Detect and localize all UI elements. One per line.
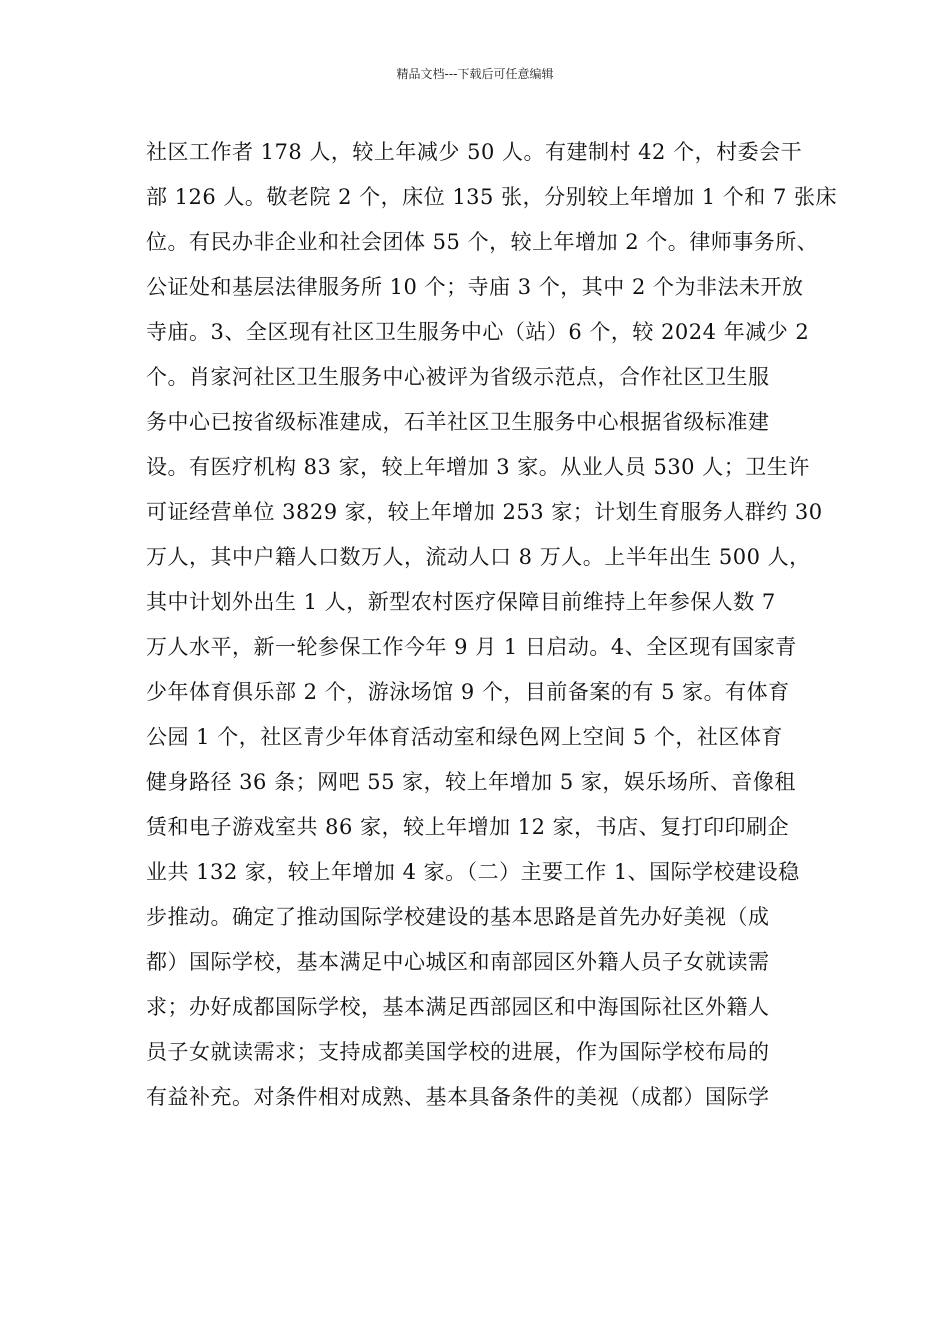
document-body — [146, 130, 837, 1120]
text-line: 员子女就读需求；支持成都美国学校的进展，作为国际学校布局的 — [146, 1040, 770, 1064]
text-line: 其中计划外出生 1 人，新型农村医疗保障目前维持上年参保人数 7 — [146, 590, 776, 614]
text-line: 少年体育俱乐部 2 个，游泳场馆 9 个，目前备案的有 5 家。有体育 — [146, 680, 790, 704]
text-line: 求；办好成都国际学校，基本满足西部园区和中海国际社区外籍人 — [146, 995, 770, 1019]
text-line: 万人，其中户籍人口数万人，流动人口 8 万人。上半年出生 500 人， — [146, 545, 811, 569]
text-line: 可证经营单位 3829 家，较上年增加 253 家；计划生育服务人群约 30 — [146, 500, 823, 524]
text-line: 万人水平，新一轮参保工作今年 9 月 1 日启动。4、全区现有国家青 — [146, 635, 797, 659]
text-line: 有益补充。对条件相对成熟、基本具备条件的美视（成都）国际学 — [146, 1085, 770, 1109]
text-line: 赁和电子游戏室共 86 家，较上年增加 12 家，书店、复打印印刷企 — [146, 815, 790, 839]
text-line: 设。有医疗机构 83 家，较上年增加 3 家。从业人员 530 人；卫生许 — [146, 455, 810, 479]
text-line: 健身路径 36 条；网吧 55 家，较上年增加 5 家，娱乐场所、音像租 — [146, 770, 796, 794]
text-line: 都）国际学校，基本满足中心城区和南部园区外籍人员子女就读需 — [146, 950, 770, 974]
text-line: 业共 132 家，较上年增加 4 家。（二）主要工作 1、国际学校建设稳 — [146, 860, 800, 884]
text-line: 务中心已按省级标准建成，石羊社区卫生服务中心根据省级标准建 — [146, 410, 770, 434]
text-line: 部 126 人。敬老院 2 个，床位 135 张，分别较上年增加 1 个和 7 张床 — [146, 185, 837, 209]
text-line: 寺庙。3、全区现有社区卫生服务中心（站）6 个，较 2024 年减少 2 — [146, 320, 810, 344]
page-header: 精品文档---下载后可任意编辑 — [396, 67, 554, 81]
text-line: 位。有民办非企业和社会团体 55 个，较上年增加 2 个。律师事务所、 — [146, 230, 819, 254]
text-line: 公园 1 个，社区青少年体育活动室和绿色网上空间 5 个，社区体育 — [146, 725, 783, 749]
text-line: 社区工作者 178 人，较上年减少 50 人。有建制村 42 个，村委会干 — [146, 140, 803, 164]
text-line: 公证处和基层法律服务所 10 个；寺庙 3 个，其中 2 个为非法未开放 — [146, 275, 804, 299]
text-line: 个。肖家河社区卫生服务中心被评为省级示范点，合作社区卫生服 — [146, 365, 770, 389]
text-line: 步推动。确定了推动国际学校建设的基本思路是首先办好美视（成 — [146, 905, 770, 929]
